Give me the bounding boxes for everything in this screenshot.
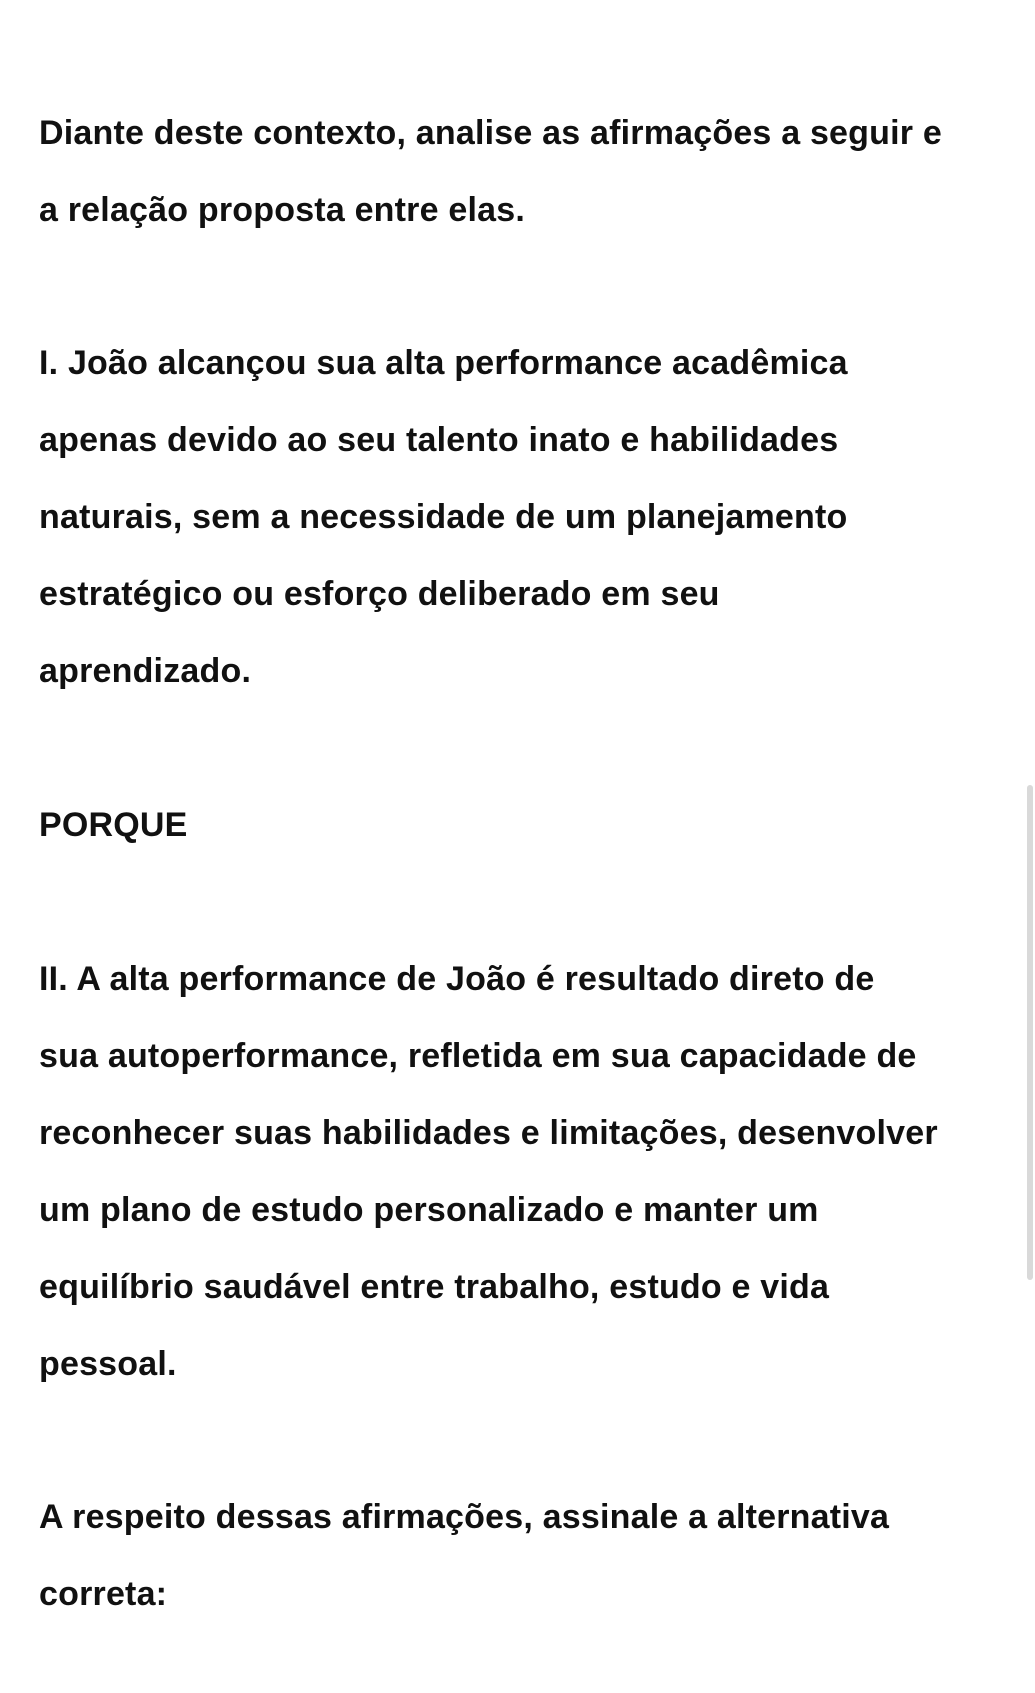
statement-two-line: pessoal. [39, 1345, 177, 1383]
statement-one-line: aprendizado. [39, 652, 252, 690]
intro-line: Diante deste contexto, analise as afirmações a seguir e [39, 114, 942, 152]
statement-one-line: estratégico ou esforço deliberado em seu [39, 575, 720, 613]
question-paragraph [39, 1479, 889, 1633]
intro-paragraph [39, 95, 942, 249]
connector-text [39, 787, 188, 864]
statement-two-line: II. A alta performance de João é resultado direto de [39, 960, 875, 998]
statement-two-line: sua autoperformance, refletida em sua capacidade de [39, 1037, 917, 1075]
question-line: correta: [39, 1575, 168, 1613]
statement-two-line: equilíbrio saudável entre trabalho, estudo e vida [39, 1268, 830, 1306]
question-line: A respeito dessas afirmações, assinale a alternativa [39, 1498, 890, 1536]
scrollbar[interactable] [1027, 785, 1033, 1280]
connector-line: PORQUE [39, 806, 188, 844]
statement-one-line: naturais, sem a necessidade de um planejamento [39, 498, 848, 536]
statement-one [39, 325, 848, 710]
intro-line: a relação proposta entre elas. [39, 191, 525, 229]
statement-two [39, 941, 938, 1403]
statement-one-line: apenas devido ao seu talento inato e habilidades [39, 421, 839, 459]
statement-one-line: I. João alcançou sua alta performance acadêmica [39, 344, 848, 382]
statement-two-line: um plano de estudo personalizado e manter um [39, 1191, 819, 1229]
statement-two-line: reconhecer suas habilidades e limitações, desenvolver [39, 1114, 938, 1152]
